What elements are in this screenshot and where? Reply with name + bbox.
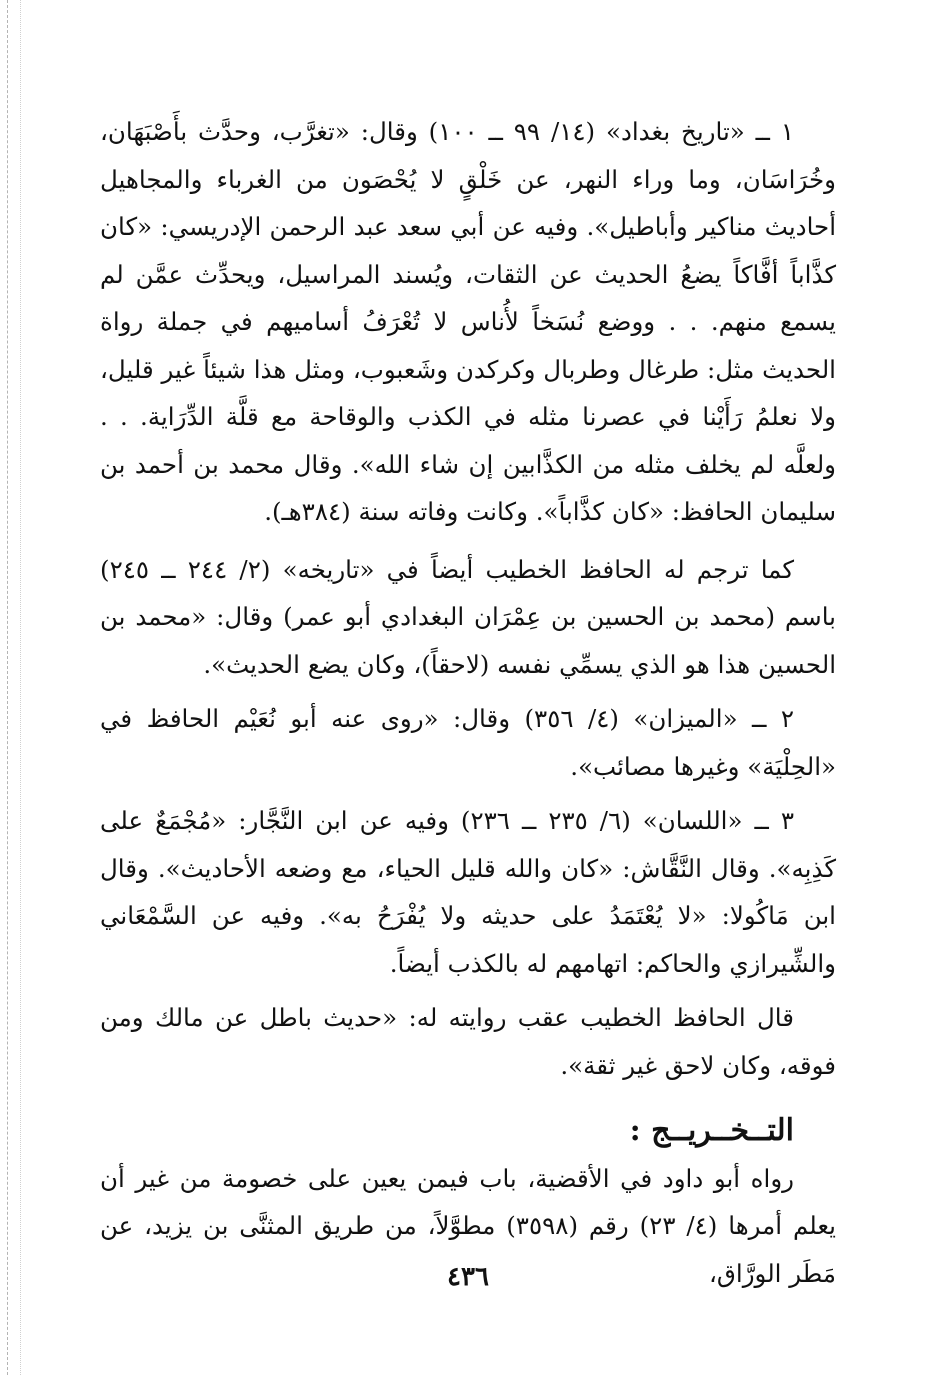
footnote-paragraph-1: ١ ــ «تاريخ بغداد» (١٤/ ٩٩ ــ ١٠٠) وقال: «تغرَّب، وحدَّث بأَصْبَهَان، وخُرَاسَان، وما وراء النهر، عن خَلْقٍ لا يُحْصَون من الغرباء والمجاهيل أحاديث مناكير وأباطيل». وفيه عن أبي سعد عبد الرحمن الإدريسي: «كان كذَّاباً أفَّاكاً يضعُ الحديث عن الثقات، ويُسند المراسيل، ويحدِّث عمَّن لم يسمع منهم. . . ووضع نُسَخاً لأُناس لا تُعْرَفُ أساميهم في جملة رواة الحديث مثل: طرغال وطربال وكركدن وشَعبوب، ومثل هذا شيئاً غير قليل، ولا نعلمُ رَأَيْنا في عصرنا مثله في الكذب والوقاحة مع قلَّة الدِّرَاية. . . ولعلَّه لم يخلف مثله من الكذَّابين إن شاء الله». وقال محمد بن أحمد بن سليمان الحافظ: «كان كذَّاباً». وكانت وفاته سنة (٣٨٤هـ). — [100, 117, 836, 526]
page-number: ٤٣٦ — [447, 1262, 489, 1292]
main-text-block — [100, 108, 836, 1297]
takhrij-paragraph: رواه أبو داود في الأقضية، باب فيمن يعين على خصومة من غير أن يعلم أمرها (٤/ ٢٣) رقم (٣٥٩٨) مطوَّلاً، من طريق المثنَّى بن يزيد، عن مَطَر الورَّاق، — [100, 1163, 836, 1288]
footnote-paragraph-3: ٣ ــ «اللسان» (٦/ ٢٣٥ ــ ٢٣٦) وفيه عن ابن النَّجَّار: «مُجْمَعٌ على كَذِبِه». وقال النَّقَّاش: «كان والله قليل الحياء، مع وضعه الأحاديث». وقال ابن مَاكُولا: «لا يُعْتَمَدُ على حديثه ولا يُفْرَحُ به». وفيه عن السَّمْعَاني والشِّيرازي والحاكم: اتهامهم له بالكذب أيضاً. — [100, 806, 836, 978]
section-heading: التــخــريــج : — [629, 1113, 794, 1148]
scan-binding-edge-inner — [20, 0, 23, 1375]
footnote-paragraph-2: ٢ ــ «الميزان» (٤/ ٣٥٦) وقال: «روى عنه أبو نُعَيْم الحافظ في «الحِلْيَة» وغيرها مصائب». — [100, 704, 836, 781]
scan-binding-edge — [7, 0, 12, 1375]
khatib-paragraph: كما ترجم له الحافظ الخطيب أيضاً في «تاريخه» (٢/ ٢٤٤ ــ ٢٤٥) باسم (محمد بن الحسين بن عِمْرَان البغدادي أبو عمر) وقال: «محمد بن الحسين هذا هو الذي يسمِّي نفسه (لاحقاً)، وكان يضع الحديث». — [100, 554, 836, 679]
khatib-comment-paragraph: قال الحافظ الخطيب عقب روايته له: «حديث باطل عن مالك ومن فوقه، وكان لاحق غير ثقة». — [100, 1003, 836, 1080]
